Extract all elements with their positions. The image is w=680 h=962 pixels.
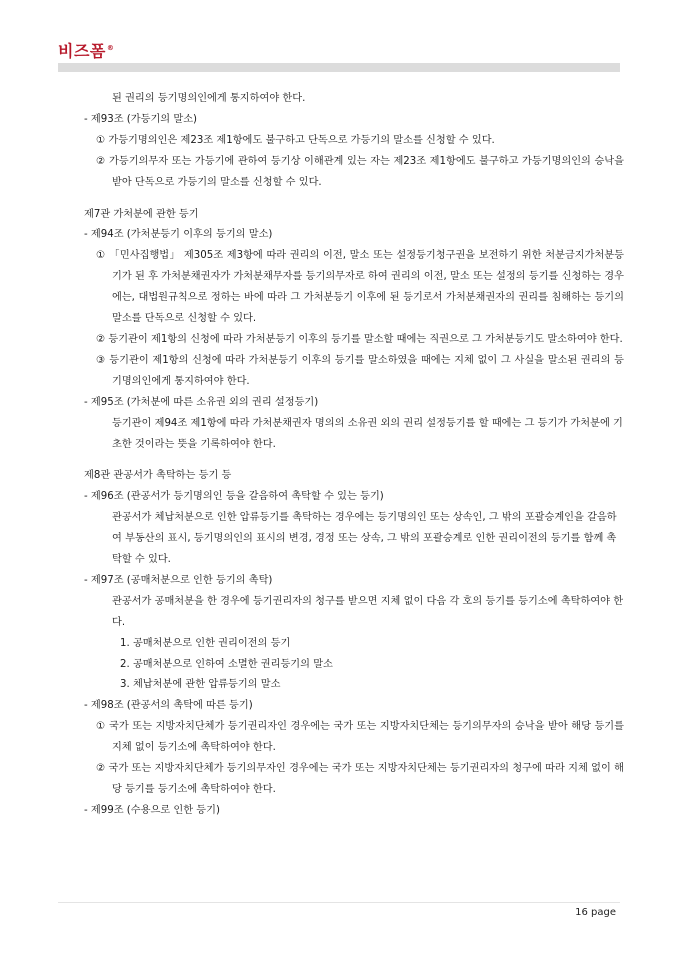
heading-line: - 제97조 (공매처분으로 인한 등기의 촉탁): [84, 574, 273, 586]
numbered-clause: ③ 등기관이 제1항의 신청에 따라 가처분등기 이후의 등기를 말소하였을 때에는 지체 없이 그 사실을 말소된 권리의 등기명의인에게 통지하여야 한다.: [96, 354, 624, 387]
list-item: 1. 공매처분으로 인한 권리이전의 등기: [120, 637, 291, 649]
section-gap: [84, 194, 624, 205]
numbered-clause: ② 가등기의무자 또는 가등기에 관하여 등기상 이해관계 있는 자는 제23조 제1항에도 불구하고 가등기명의인의 승낙을 받아 단독으로 가등기의 말소를 신청할 수 있다.: [96, 155, 624, 188]
registered-mark: ®: [106, 44, 115, 52]
section-gap: [84, 455, 624, 466]
paragraph-line: 등기관이 제94조 제1항에 따라 가처분채권자 명의의 소유권 외의 권리 설정등기를 할 때에는 그 등기가 가처분에 기초한 것이라는 뜻을 기록하여야 한다.: [112, 417, 623, 450]
heading-line: - 제96조 (관공서가 등기명의인 등을 갈음하여 촉탁할 수 있는 등기): [84, 491, 384, 503]
paragraph-line: 된 권리의 등기명의인에게 통지하여야 한다.: [112, 93, 306, 104]
list-item: 3. 체납처분에 관한 압류등기의 말소: [120, 679, 281, 691]
heading-line: - 제93조 (가등기의 말소): [84, 113, 198, 125]
numbered-clause: ② 등기관이 제1항의 신청에 따라 가처분등기 이후의 등기를 말소할 때에는 직권으로 그 가처분등기도 말소하여야 한다.: [96, 333, 623, 345]
heading-line: 제8관 관공서가 촉탁하는 등기 등: [84, 470, 232, 482]
numbered-clause: ① 가등기명의인은 제23조 제1항에도 불구하고 단독으로 가등기의 말소를 신청할 수 있다.: [96, 134, 495, 146]
heading-line: - 제95조 (가처분에 따른 소유권 외의 권리 설정등기): [84, 396, 319, 408]
heading-line: 제7관 가처분에 관한 등기: [84, 208, 199, 220]
heading-line: - 제94조 (가처분등기 이후의 등기의 말소): [84, 229, 273, 241]
page-number: 16 page: [575, 907, 616, 918]
list-item: 2. 공매처분으로 인하여 소멸한 권리등기의 말소: [120, 658, 333, 670]
numbered-clause: ① 국가 또는 지방자치단체가 등기권리자인 경우에는 국가 또는 지방자치단체는 등기의무자의 승낙을 받아 해당 등기를 지체 없이 등기소에 촉탁하여야 한다.: [96, 721, 624, 754]
paragraph-line: 관공서가 공매처분을 한 경우에 등기권리자의 청구를 받으면 지체 없이 다음 각 호의 등기를 등기소에 촉탁하여야 한다.: [112, 595, 624, 628]
heading-line: - 제98조 (관공서의 촉탁에 따른 등기): [84, 700, 253, 712]
numbered-clause: ① 「민사집행법」 제305조 제3항에 따라 권리의 이전, 말소 또는 설정등기청구권을 보전하기 위한 처분금지가처분등기가 된 후 가처분채권자가 가처분채무자를 등기의무자로 하여 권리의 이전, 말소 또는 설정의 등기를 신청하는 경우에는, 대법원규칙으로 정하는 바에 따라 그 가처분등기 이후에 된 등기로서 가처분채권자의 권리를 침해하는 등기의 말소를 단독으로 신청할 수 있다.: [96, 250, 624, 325]
document-body: [84, 89, 624, 822]
footer-divider: [58, 902, 620, 903]
brand-logo: [58, 38, 114, 61]
logo-text: 비즈폼: [58, 41, 106, 61]
paragraph-line: 관공서가 체납처분으로 인한 압류등기를 촉탁하는 경우에는 등기명의인 또는 상속인, 그 밖의 포괄승계인을 갈음하여 부동산의 표시, 등기명의인의 표시의 변경, 경정 또는 상속, 그 밖의 포괄승계로 인한 권리이전의 등기를 함께 촉탁할 수 있다.: [112, 512, 617, 566]
header-bar: [58, 63, 620, 72]
heading-line: - 제99조 (수용으로 인한 등기): [84, 804, 220, 816]
numbered-clause: ② 국가 또는 지방자치단체가 등기의무자인 경우에는 국가 또는 지방자치단체는 등기권리자의 청구에 따라 지체 없이 해당 등기를 등기소에 촉탁하여야 한다.: [96, 763, 624, 795]
